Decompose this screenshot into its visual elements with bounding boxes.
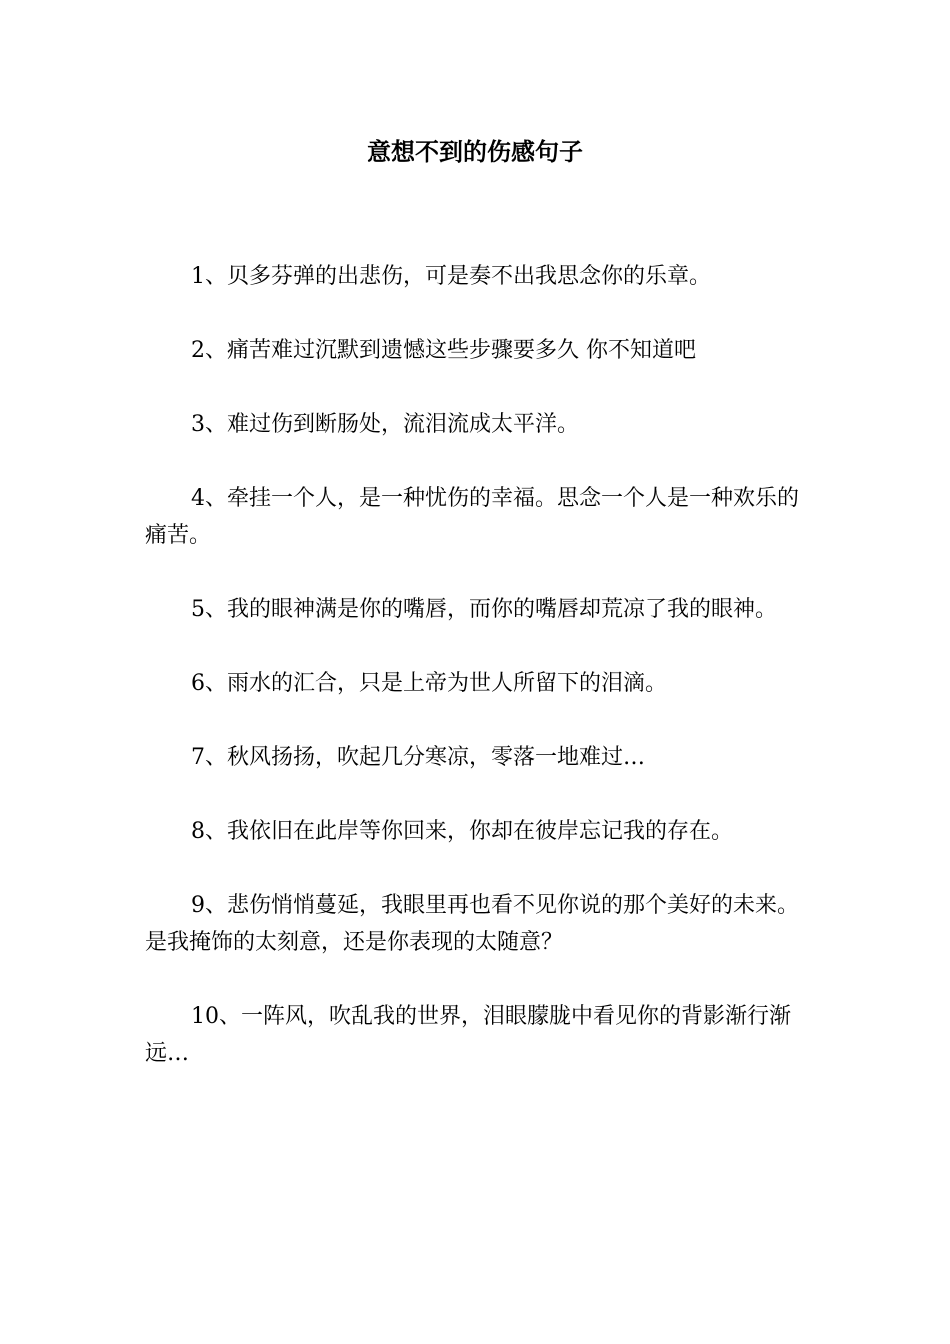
paragraph-10: 10、一阵风，吹乱我的世界，泪眼朦胧中看见你的背影渐行渐远… — [145, 1004, 791, 1066]
document-title: 意想不到的伤感句子 — [367, 138, 583, 166]
paragraph-4: 4、牵挂一个人，是一种忧伤的幸福。思念一个人是一种欢乐的痛苦。 — [145, 486, 799, 548]
document-body — [145, 258, 815, 1109]
paragraph-5: 5、我的眼神满是你的嘴唇，而你的嘴唇却荒凉了我的眼神。 — [191, 597, 777, 622]
paragraph-6: 6、雨水的汇合，只是上帝为世人所留下的泪滴。 — [191, 671, 667, 696]
paragraph-9: 9、悲伤悄悄蔓延，我眼里再也看不见你说的那个美好的未来。是我掩饰的太刻意，还是你表现的太随意？ — [145, 893, 799, 955]
paragraph-7: 7、秋风扬扬，吹起几分寒凉，零落一地难过… — [191, 745, 645, 770]
paragraph-3: 3、难过伤到断肠处，流泪流成太平洋。 — [191, 412, 579, 437]
paragraph-2: 2、痛苦难过沉默到遗憾这些步骤要多久 你不知道吧 — [191, 338, 696, 363]
paragraph-8: 8、我依旧在此岸等你回来，你却在彼岸忘记我的存在。 — [191, 819, 733, 844]
paragraph-1: 1、贝多芬弹的出悲伤，可是奏不出我思念你的乐章。 — [191, 264, 711, 289]
